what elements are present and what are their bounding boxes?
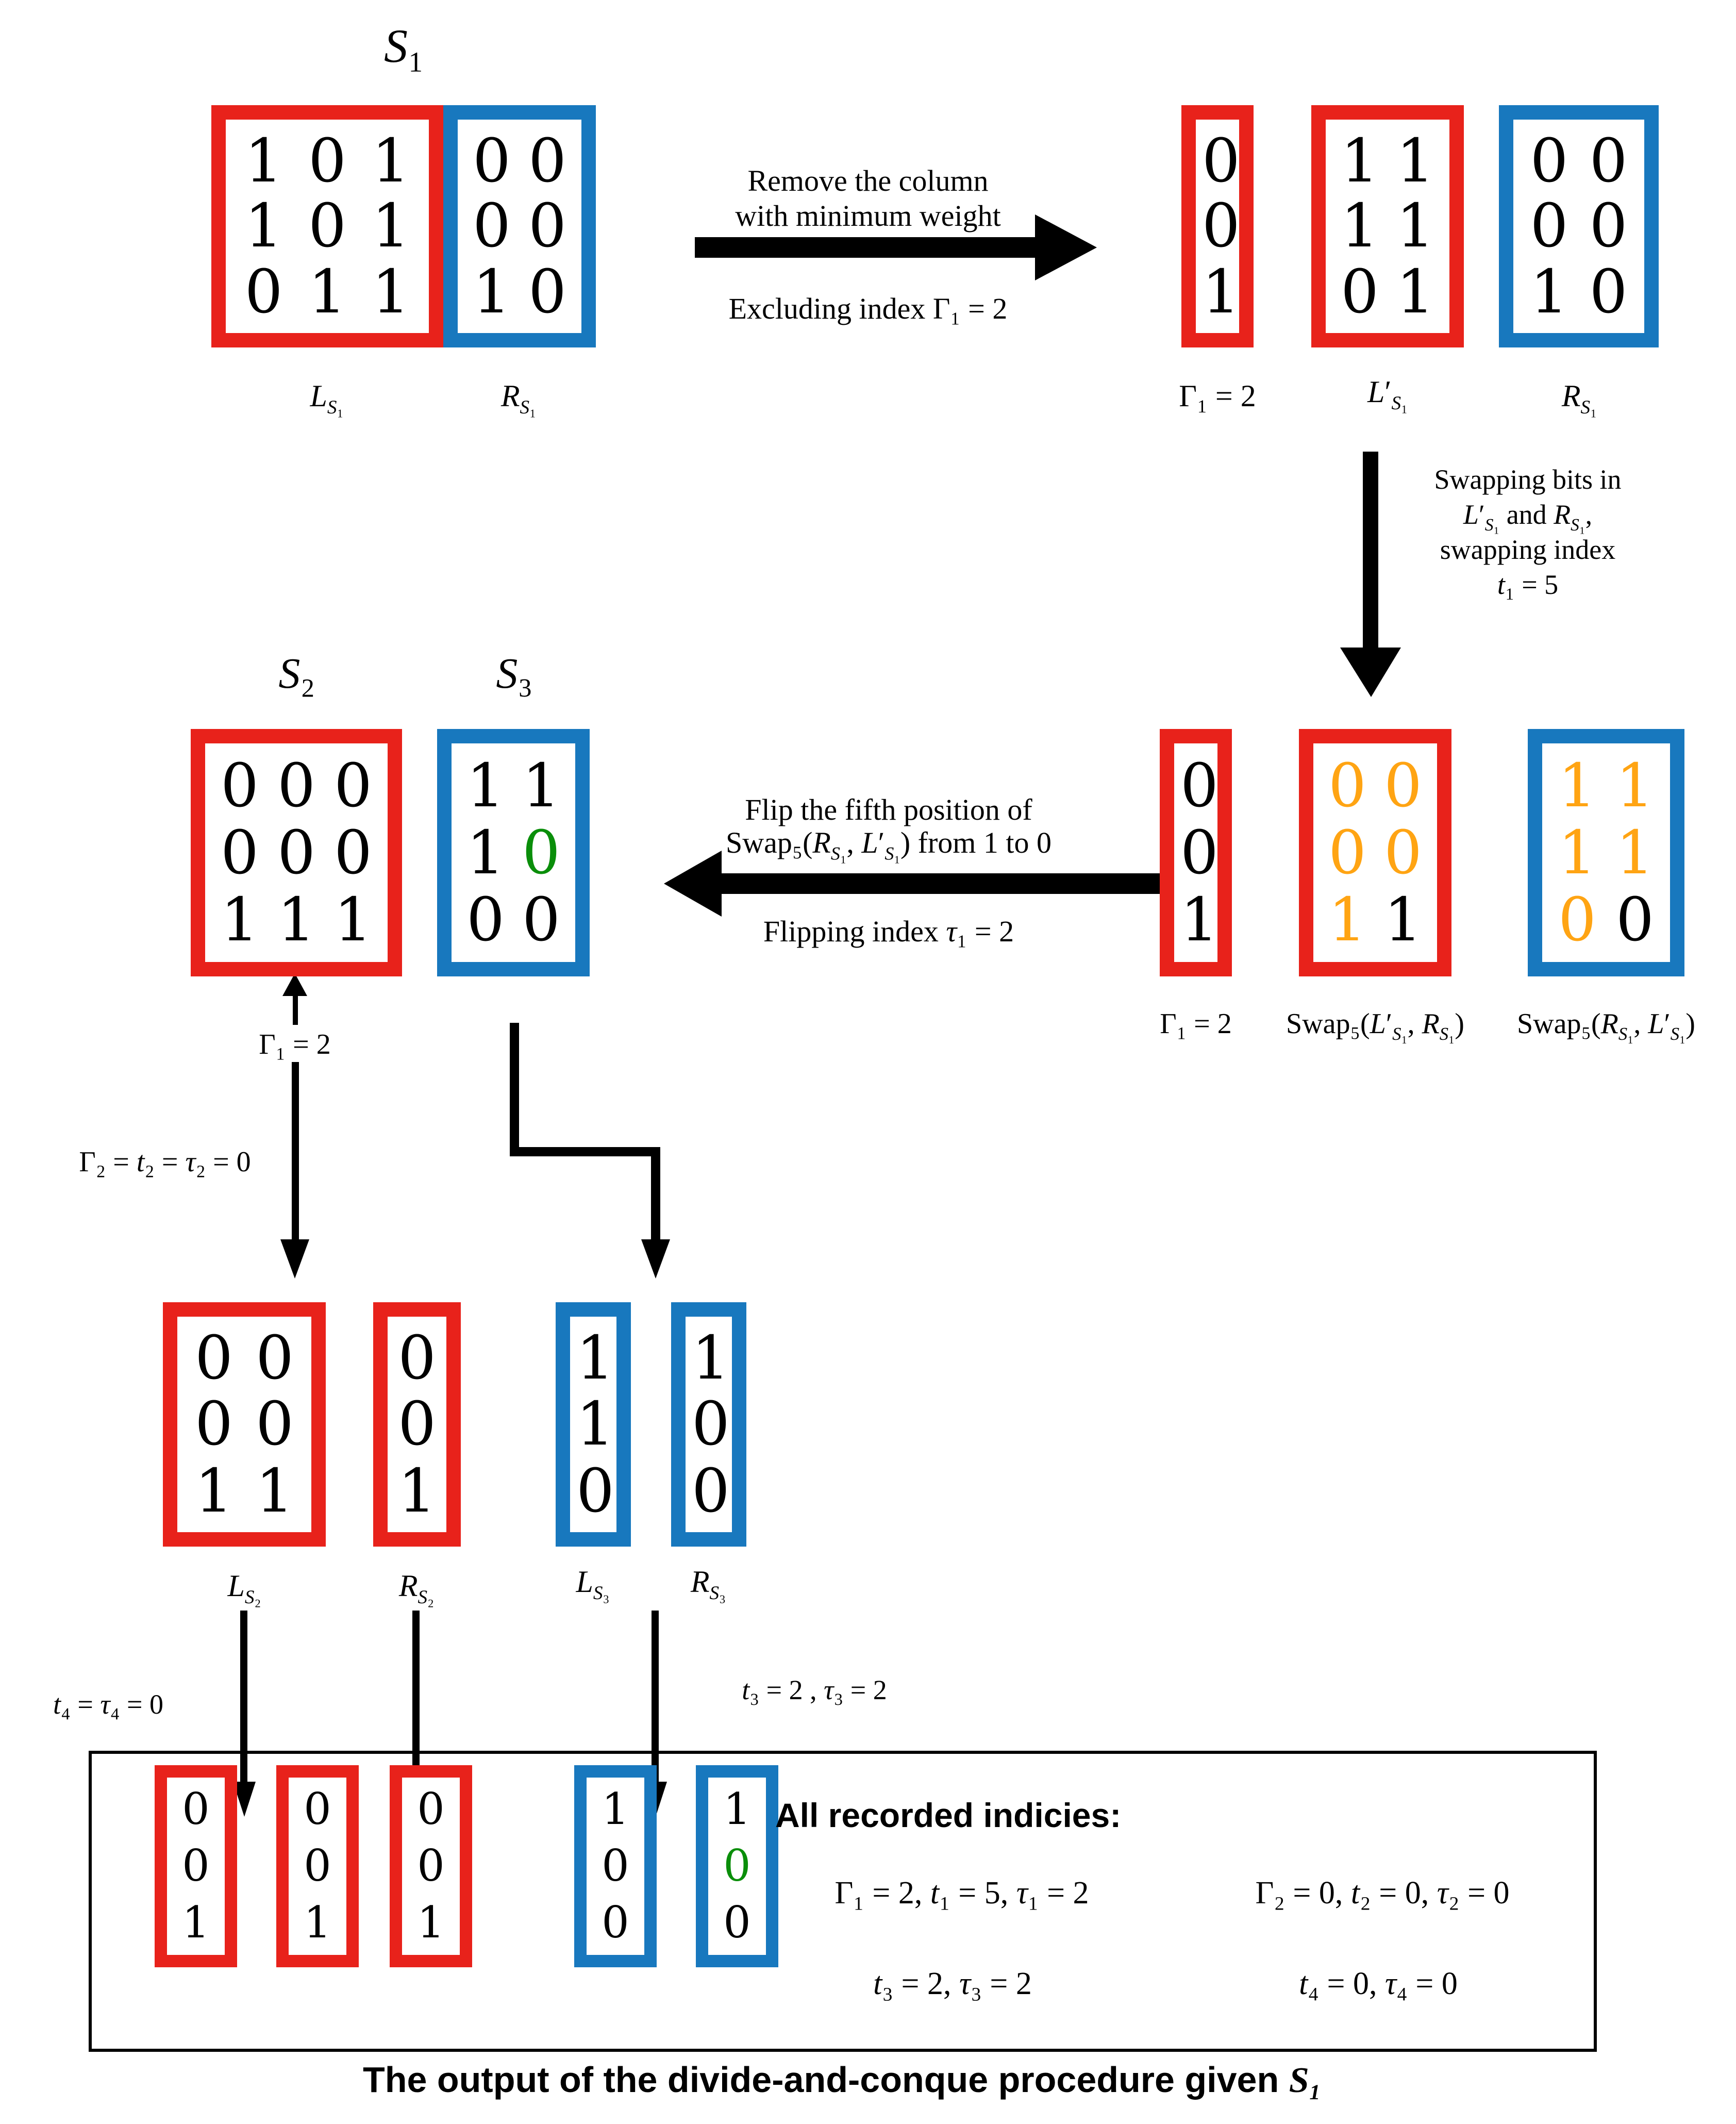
matrix-cell: 1 (1616, 750, 1654, 821)
swap-note-line4: t₁ = 5 (1497, 569, 1559, 600)
matrix-cell: 0 (308, 125, 346, 196)
matrix-output-2 (276, 1765, 359, 1967)
matrix-cell: 0 (473, 125, 511, 196)
matrix-cell: 0 (221, 750, 259, 821)
excluding-index-text: Excluding index Γ₁ = 2 (728, 293, 1008, 326)
label-ls2: $L_{S_2}$ (227, 1569, 261, 1608)
matrix-cell: 1 (398, 1455, 436, 1526)
matrix-cell: 1 (372, 257, 410, 327)
s1-title: S₁ (383, 20, 425, 72)
matrix-cell: 0 (1202, 191, 1240, 261)
matrix-cell: 1 (244, 125, 283, 196)
label-rs2: $R_{S_2}$ (398, 1569, 435, 1608)
flip-text-line2: $Swap_5(R_{S_1}$, $L'_{S_1}$) from 1 to 0 (725, 827, 1052, 864)
matrix-cell: 0 (398, 1389, 436, 1459)
swap-note-line1: Swapping bits in (1434, 464, 1622, 495)
s3-elbow-arrow (514, 1023, 670, 1279)
matrix-cell: 0 (1180, 750, 1218, 821)
matrix-cell: 0 (576, 1455, 614, 1526)
matrix-cell: 0 (334, 750, 372, 821)
matrix-cell: 0 (1328, 817, 1366, 888)
matrix-cell: 1 (473, 257, 511, 327)
matrix-ls2 (163, 1302, 326, 1547)
s2-title: S₂ (278, 651, 315, 698)
matrix-rs2 (373, 1302, 461, 1547)
matrix-cell: 0 (528, 257, 566, 327)
matrix-cell: 0 (522, 817, 560, 888)
matrix-gamma-col-row2 (1160, 729, 1232, 976)
matrix-cell: 0 (221, 817, 259, 888)
label-ls1: $L_{S_1}$ (310, 379, 344, 419)
matrix-cell: 1 (723, 1784, 751, 1835)
swap-note-line3: swapping index (1440, 534, 1616, 565)
matrix-s1-left (211, 105, 443, 347)
matrix-cell: 1 (466, 750, 505, 821)
matrix-cell: 0 (256, 1323, 294, 1393)
label-rs3: $R_{S_3}$ (690, 1565, 726, 1604)
matrix-output-4 (574, 1765, 657, 1967)
label-t4-tau4: t₄ = τ₄ = 0 (53, 1689, 163, 1720)
matrix-cell: 1 (182, 1897, 210, 1948)
matrix-cell: 0 (1589, 191, 1628, 261)
matrix-cell: 1 (1384, 885, 1422, 955)
label-swap5-lprime-r: $Swap_5(L'_{S_1}$, $R_{S_1}$) (1286, 1008, 1464, 1044)
matrix-cell: 1 (195, 1455, 233, 1526)
matrix-swap5-lprime-r (1299, 729, 1451, 976)
matrix-cell: 1 (1341, 191, 1379, 261)
matrix-cell: 0 (277, 750, 315, 821)
matrix-cell: 1 (304, 1897, 331, 1948)
matrix-s2 (191, 729, 402, 976)
label-gamma-up: Γ₁ = 2 (259, 1029, 331, 1061)
matrix-cell: 1 (417, 1897, 445, 1948)
matrix-output-1 (155, 1765, 237, 1967)
matrix-cell: 0 (1384, 750, 1422, 821)
matrix-cell: 0 (277, 817, 315, 888)
matrix-rs1-row1 (1499, 105, 1659, 347)
label-gamma1-row2: Γ₁ = 2 (1160, 1008, 1232, 1040)
matrix-cell: 0 (528, 191, 566, 261)
matrix-cell: 0 (256, 1389, 294, 1459)
matrix-cell: 0 (398, 1323, 436, 1393)
eq-t3-tau3: t₃ = 2, τ₃ = 2 (873, 1965, 1032, 2001)
matrix-cell: 0 (1202, 125, 1240, 196)
figure-caption (363, 2060, 1322, 2101)
matrix-cell: 0 (195, 1323, 233, 1393)
matrix-cell: 0 (1558, 885, 1596, 955)
matrix-output-3 (390, 1765, 472, 1967)
matrix-cell: 0 (602, 1840, 629, 1891)
matrix-cell: 0 (308, 191, 346, 261)
matrix-lprime-s1 (1311, 105, 1464, 347)
matrix-swap5-r-lprime (1528, 729, 1684, 976)
eq-gamma2-t2-tau2: Γ₂ = 0, t₂ = 0, τ₂ = 0 (1255, 1874, 1510, 1911)
matrix-cell: 1 (1396, 257, 1434, 327)
matrix-ls3 (556, 1302, 631, 1547)
eq-gamma1-t1-tau1: Γ₁ = 2, t₁ = 5, τ₁ = 2 (834, 1874, 1089, 1911)
eq-t4-tau4: t₄ = 0, τ₄ = 0 (1299, 1965, 1458, 2001)
remove-text-line1: Remove the column (747, 165, 989, 198)
matrix-cell: 1 (221, 885, 259, 955)
matrix-cell: 0 (182, 1840, 210, 1891)
matrix-cell: 0 (304, 1784, 331, 1835)
matrix-cell: 0 (304, 1840, 331, 1891)
matrix-cell: 1 (244, 191, 283, 261)
remove-text-line2: with minimum weight (735, 200, 1001, 233)
label-swap5-r-lprime: $Swap_5(R_{S_1}$, $L'_{S_1}$) (1517, 1008, 1695, 1044)
matrix-cell: 1 (1202, 257, 1240, 327)
matrix-cell: 1 (522, 750, 560, 821)
swap-down-arrow (1340, 452, 1401, 697)
matrix-cell: 1 (1558, 817, 1596, 888)
matrix-cell: 1 (466, 817, 505, 888)
matrix-cell: 0 (1180, 817, 1218, 888)
matrix-cell: 0 (1589, 125, 1628, 196)
label-rs1: $R_{S_1}$ (500, 379, 537, 419)
label-rs1-row1: $R_{S_1}$ (1561, 379, 1597, 419)
matrix-cell: 0 (1616, 885, 1654, 955)
matrix-cell: 0 (723, 1840, 751, 1891)
matrix-cell: 0 (1328, 750, 1366, 821)
matrix-cell: 0 (417, 1784, 445, 1835)
matrix-cell: 0 (182, 1784, 210, 1835)
matrix-cell: 0 (466, 885, 505, 955)
matrix-cell: 0 (528, 125, 566, 196)
matrix-cell: 0 (417, 1840, 445, 1891)
matrix-cell: 1 (372, 191, 410, 261)
recorded-indices-heading: All recorded indicies: (775, 1796, 1122, 1834)
matrix-cell: 1 (372, 125, 410, 196)
label-t3-tau3: t₃ = 2 , τ₃ = 2 (742, 1674, 887, 1705)
matrix-cell: 0 (692, 1389, 730, 1459)
matrix-cell: 1 (602, 1784, 629, 1835)
matrix-cell: 0 (244, 257, 283, 327)
label-ls3: $L_{S_3}$ (576, 1565, 610, 1604)
matrix-cell: 1 (692, 1323, 730, 1393)
flip-text-line1: Flip the fifth position of (745, 794, 1032, 827)
matrix-cell: 1 (576, 1389, 614, 1459)
matrix-gamma-col-row1 (1181, 105, 1254, 347)
matrix-cell: 0 (602, 1897, 629, 1948)
matrix-cell: 1 (277, 885, 315, 955)
matrix-s1-right (443, 105, 596, 347)
matrix-cell: 0 (1530, 125, 1568, 196)
matrix-output-5 (696, 1765, 778, 1967)
matrix-cell: 0 (334, 817, 372, 888)
caption-text: The output of the divide-and-conque procedure given (362, 2060, 1289, 2100)
flipping-index-text: Flipping index τ₁ = 2 (763, 916, 1014, 949)
matrix-cell: 1 (1180, 885, 1218, 955)
matrix-cell: 1 (1341, 125, 1379, 196)
s3-title: S₃ (496, 651, 533, 698)
matrix-cell: 0 (723, 1897, 751, 1948)
matrix-cell: 1 (256, 1455, 294, 1526)
matrix-rs3 (671, 1302, 746, 1547)
matrix-cell: 0 (473, 191, 511, 261)
matrix-cell: 0 (522, 885, 560, 955)
matrix-cell: 1 (1396, 191, 1434, 261)
label-gamma1-row1: Γ₁ = 2 (1179, 379, 1256, 413)
matrix-cell: 1 (1558, 750, 1596, 821)
matrix-cell: 1 (1328, 885, 1366, 955)
matrix-cell: 0 (1384, 817, 1422, 888)
matrix-cell: 1 (1616, 817, 1654, 888)
matrix-cell: 1 (334, 885, 372, 955)
matrix-cell: 0 (1530, 191, 1568, 261)
matrix-cell: 1 (1396, 125, 1434, 196)
matrix-cell: 0 (1589, 257, 1628, 327)
matrix-cell: 1 (1530, 257, 1568, 327)
matrix-s3 (437, 729, 590, 976)
gamma-up-arrow (282, 973, 307, 1025)
label-gamma2-t2-tau2: Γ₂ = t₂ = τ₂ = 0 (79, 1147, 251, 1179)
matrix-cell: 1 (308, 257, 346, 327)
s2-down-arrow (280, 1062, 309, 1279)
label-lprime-s1: $L'_{S_1}$ (1367, 375, 1408, 414)
matrix-cell: 0 (692, 1455, 730, 1526)
matrix-cell: 0 (1341, 257, 1379, 327)
swap-note-line2: $L'_{S_1}$ and $R_{S_1}$, (1463, 499, 1593, 535)
matrix-cell: 1 (576, 1323, 614, 1393)
caption-s1: S₁ (1289, 2060, 1322, 2100)
matrix-cell: 0 (195, 1389, 233, 1459)
